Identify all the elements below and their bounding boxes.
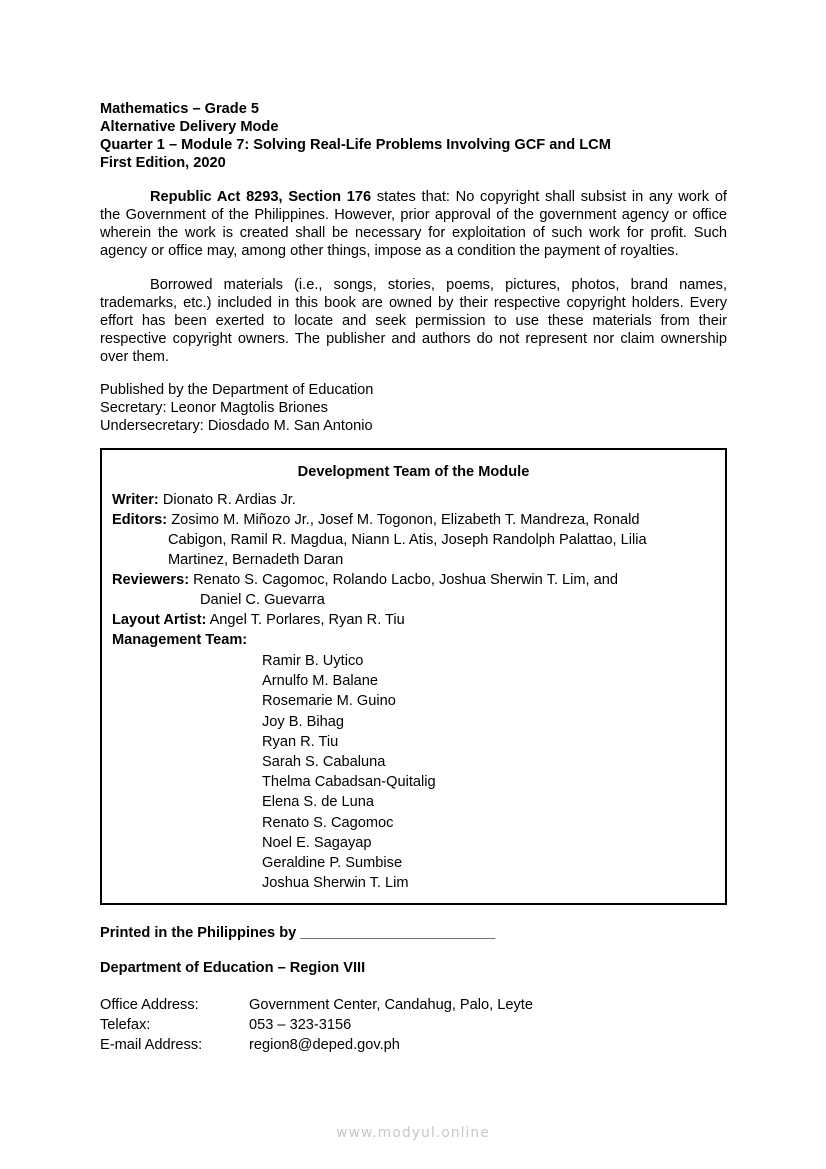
contact-info [100,995,533,1055]
office-address-row [100,995,533,1015]
borrowed-text: Borrowed materials (i.e., songs, stories, poems, pictures, photos, brand names, trademarks, etc.) included in this book are owned by their respective copyright holders. Every effort has been exerted to locate and seek permission to use these materials from their respective copyright owners. The publisher and authors do not represent nor claim ownership over them. [100,277,727,365]
office-address-value: Government Center, Candahug, Palo, Leyte [249,997,533,1013]
office-address-label: Office Address: [100,997,199,1013]
management-list [262,651,436,893]
law-reference: Republic Act 8293, Section 176 [150,189,372,205]
management-member: Sarah S. Cabaluna [262,754,386,771]
law-text: states that: No copyright shall subsist in any work of the Government of the Philippines. However, prior approval of the government agency or office wherein the work is created shall be necessary for exploitation of such work for profit. Such agency or office may, among other things, impose as a condition the payment of royalties. [100,189,727,259]
reviewers-row [112,570,712,590]
email-row [100,1035,533,1055]
management-member: Arnulfo M. Balane [262,673,379,690]
undersecretary: Undersecretary: Diosdado M. San Antonio [100,418,373,434]
management-member: Joshua Sherwin T. Lim [262,875,409,892]
secretary: Secretary: Leonor Magtolis Briones [100,400,328,416]
published-by: Published by the Department of Education [100,382,374,398]
email-label: E-mail Address: [100,1037,203,1053]
publisher-info [100,381,373,435]
management-member: Geraldine P. Sumbise [262,855,403,872]
watermark: www.modyul.online [336,1125,490,1141]
writer-row [112,490,712,510]
layout-artist-row [112,610,712,630]
writer-label: Writer: [112,492,159,508]
module-title: Quarter 1 – Module 7: Solving Real-Life Problems Involving GCF and LCM [100,137,611,153]
management-member: Renato S. Cagomoc [262,814,394,831]
management-member: Rosemarie M. Guino [262,693,396,710]
telefax-row [100,1015,533,1035]
editors-line: Zosimo M. Miñozo Jr., Josef M. Togonon, Elizabeth T. Mandreza, Ronald [167,512,640,528]
reviewers-row-cont: Daniel C. Guevarra [200,592,325,608]
editors-row-cont: Martinez, Bernadeth Daran [168,552,344,568]
editors-row-cont: Cabigon, Ramil R. Magdua, Niann L. Atis, Joseph Randolph Palattao, Lilia [168,532,647,548]
region-title: Department of Education – Region VIII [100,960,366,976]
document-header [100,100,611,172]
management-label: Management Team: [112,632,248,648]
management-member: Ryan R. Tiu [262,733,339,750]
layout-artist-names: Angel T. Porlares, Ryan R. Tiu [206,612,405,628]
telefax-value: 053 – 323-3156 [249,1017,352,1033]
management-member: Thelma Cabadsan-Quitalig [262,774,436,791]
reviewers-label: Reviewers: [112,572,190,588]
development-team-box [100,448,727,905]
email-value: region8@deped.gov.ph [249,1037,400,1053]
printed-by: Printed in the Philippines by ________________________ [100,925,496,941]
copyright-paragraph [100,188,727,260]
management-member: Noel E. Sagayap [262,834,372,851]
management-label-row [112,630,712,650]
management-member: Joy B. Bihag [262,713,344,730]
management-member: Elena S. de Luna [262,794,374,811]
layout-artist-label: Layout Artist: [112,612,207,628]
reviewers-line: Renato S. Cagomoc, Rolando Lacbo, Joshua Sherwin T. Lim, and [189,572,618,588]
telefax-label: Telefax: [100,1017,151,1033]
edition: First Edition, 2020 [100,155,226,171]
delivery-mode: Alternative Delivery Mode [100,119,279,135]
editors-label: Editors: [112,512,168,528]
borrowed-materials-paragraph [100,276,727,366]
editors-row [112,510,712,530]
team-title: Development Team of the Module [297,464,530,480]
subject-title: Mathematics – Grade 5 [100,101,259,117]
management-member: Ramir B. Uytico [262,653,364,669]
writer-name: Dionato R. Ardias Jr. [158,492,296,508]
